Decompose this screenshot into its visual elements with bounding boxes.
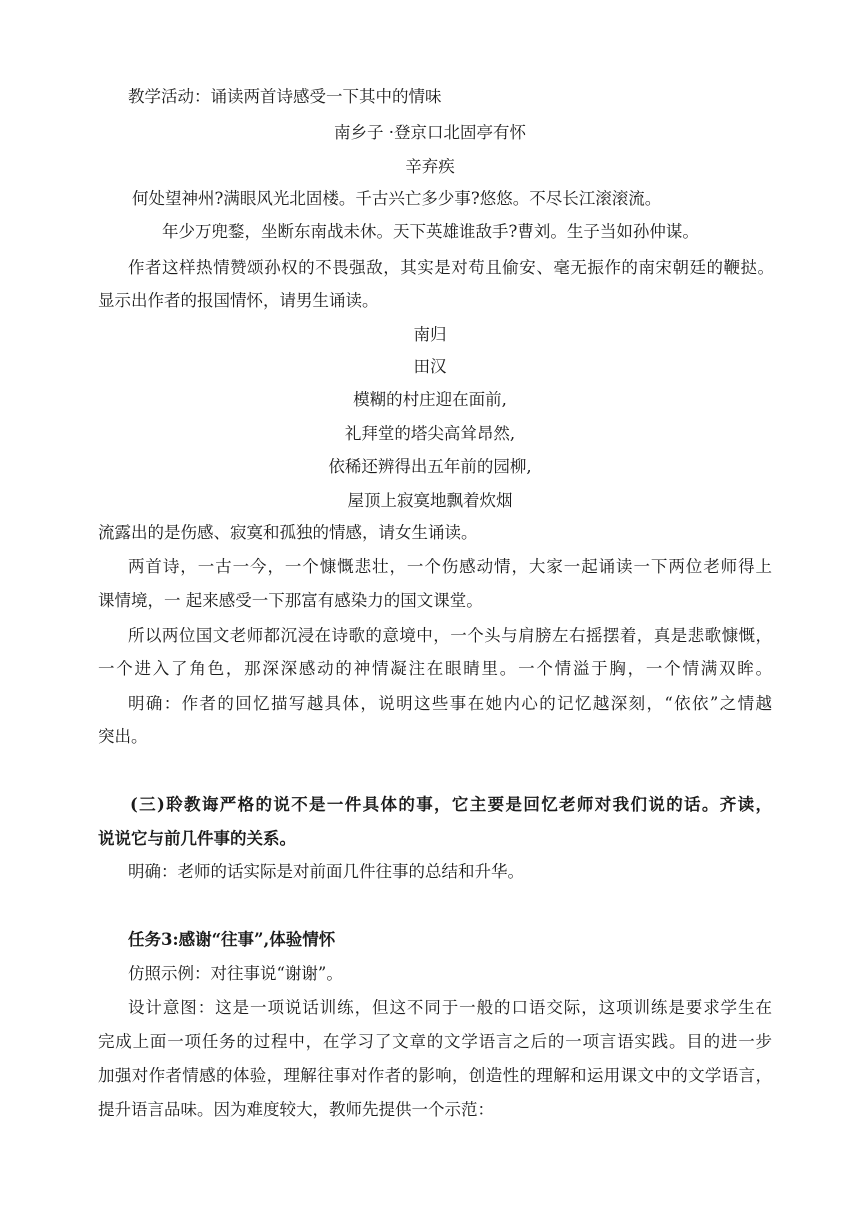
- two-poems-line-2: 课情境，一 起来感受一下那富有感染力的国文课堂。: [98, 591, 483, 610]
- poem2-title: 南归: [413, 325, 447, 344]
- clarification1-line-1: 明确：作者的回忆描写越具体，说明这些事在她内心的记忆越深刻，“依依”之情越: [128, 694, 772, 713]
- design-line-3: 加强对作者情感的体验，理解往事对作者的影响，创造性的理解和运用课文中的文学语言，: [98, 1066, 772, 1085]
- section3-line-1: (三)聆教诲严格的说不是一件具体的事，它主要是回忆老师对我们说的话。齐读，: [130, 795, 772, 814]
- poem2-line-4: 屋顶上寂寞地飘着炊烟: [347, 491, 513, 510]
- task3-example: 仿照示例：对往事说“谢谢”。: [128, 964, 343, 983]
- design-line-1: 设计意图：这是一项说话训练，但这不同于一般的口语交际，这项训练是要求学生在: [128, 998, 772, 1017]
- poem1-title: 南乡子 ·登京口北固亭有怀: [334, 123, 526, 142]
- poem1-author: 辛弃疾: [405, 157, 455, 176]
- clarification2: 明确：老师的话实际是对前面几件往事的总结和升华。: [128, 862, 524, 881]
- design-line-4: 提升语言品味。因为难度较大，教师先提供一个示范：: [98, 1100, 494, 1119]
- two-poems-line-1: 两首诗，一古一今，一个慷慨悲壮，一个伤感动情，大家一起诵读一下两位老师得上: [128, 557, 772, 576]
- comment2: 流露出的是伤感、寂寞和孤独的情感，请女生诵读。: [98, 523, 478, 542]
- design-line-2: 完成上面一项任务的过程中，在学习了文章的文学语言之后的一项言语实践。目的进一步: [98, 1032, 772, 1051]
- comment1-line-1: 作者这样热情赞颂孙权的不畏强敌，其实是对苟且偷安、毫无振作的南宋朝廷的鞭挞。: [128, 258, 774, 277]
- task3-title: 任务3:感谢“往事”,体验情怀: [128, 930, 336, 949]
- poem2-line-3: 依稀还辨得出五年前的园柳,: [328, 457, 532, 476]
- teaching-activity-intro: 教学活动：诵读两首诗感受一下其中的情味: [128, 87, 442, 106]
- poem1-line-2: 年少万兜鍪，坐断东南战未休。天下英雄谁敌手?曹刘。生子当如孙仲谋。: [162, 222, 699, 241]
- section3-line-2: 说说它与前几件事的关系。: [98, 829, 296, 848]
- teachers-line-1: 所以两位国文老师都沉浸在诗歌的意境中，一个头与肩膀左右摇摆着，真是悲歌慷慨，: [128, 626, 772, 645]
- poem2-line-1: 模糊的村庄迎在面前,: [353, 390, 507, 409]
- comment1-line-2: 显示出作者的报国情怀，请男生诵读。: [98, 291, 379, 310]
- poem1-line-1: 何处望神州?满眼风光北固楼。千古兴亡多少事?悠悠。不尽长江滚滚流。: [132, 189, 662, 208]
- poem2-author: 田汉: [413, 357, 447, 376]
- teachers-line-2: 一个进入了角色，那深深感动的神情凝注在眼睛里。一个情溢于胸，一个情满双眸。: [98, 659, 772, 678]
- poem2-line-2: 礼拜堂的塔尖高耸昂然,: [344, 424, 516, 443]
- clarification1-line-2: 突出。: [98, 727, 148, 746]
